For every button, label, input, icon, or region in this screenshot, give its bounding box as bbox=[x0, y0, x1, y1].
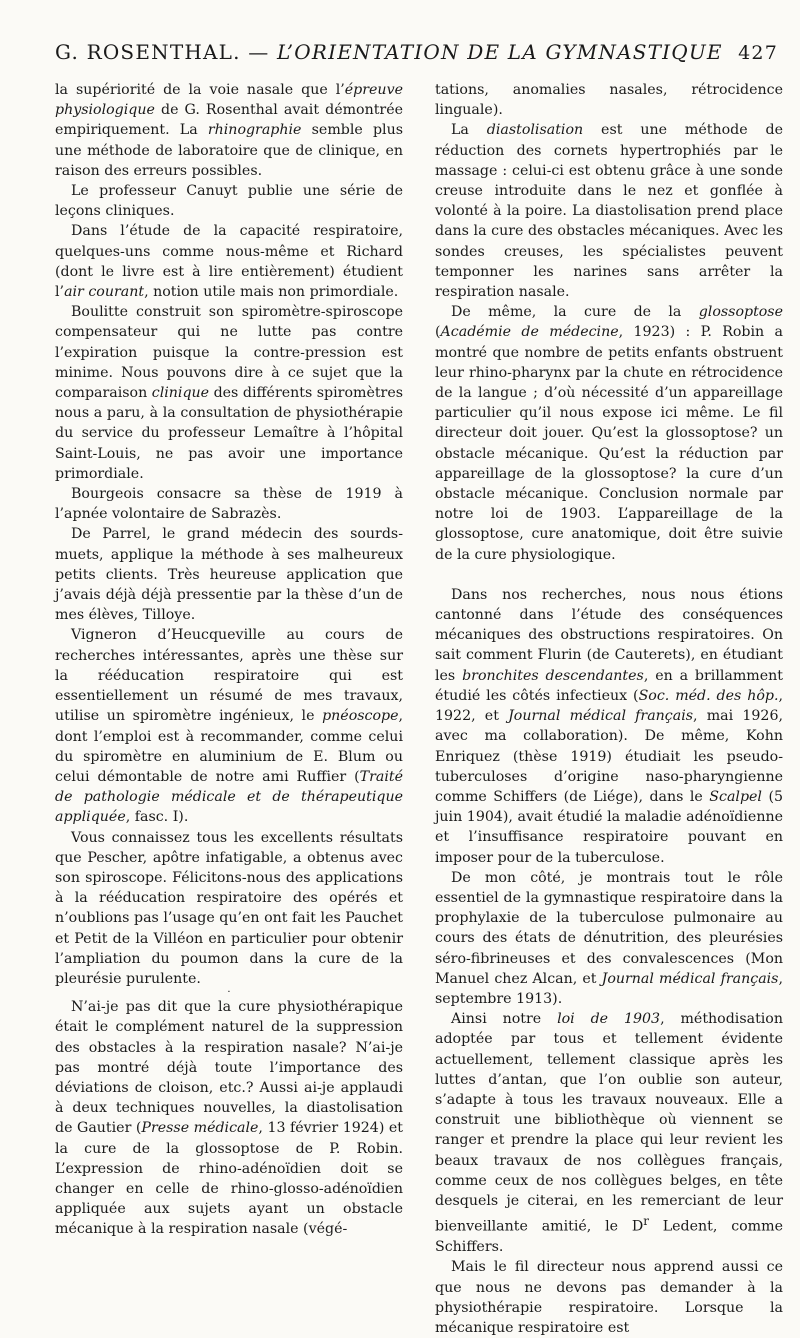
header-dash: — bbox=[240, 40, 278, 64]
paragraph: Mais le fil directeur nous apprend aussi ce que nous ne devons pas demander à la physiothérapie respiratoire. Lorsque la mécanique respiratoire est bbox=[435, 1259, 783, 1336]
paragraph: De mon côté, je montrais tout le rôle essentiel de la gymnastique respiratoire dans la prophylaxie de la tuberculose pulmonaire au cours des états de dénutrition, des pleurésies séro-fibrineuses et des convalescences (Mon Manuel chez Alcan, et Journal médical français, septembre 1913). bbox=[435, 869, 783, 1007]
running-header bbox=[55, 40, 778, 74]
paragraph: Boulitte construit son spiromètre-spiroscope compensateur qui ne lutte pas contre l’expiration puisque la contre-pression est minime. Nous pouvons dire à ce sujet que la comparaison clinique des différents spiromètres nous a paru, à la consultation de physiothérapie du service du professeur Lemaître à l’hôpital Saint-Louis, ne pas avoir une importance primordiale. bbox=[55, 304, 404, 482]
paragraph: Vigneron d’Heucqueville au cours de recherches intéressantes, après une thèse sur la rééducation respiratoire qui est essentiellement un résumé de mes travaux, utilise un spiromètre ingénieux, le pnéoscope, dont l’emploi est à recommander, comme celui du spiromètre en aluminium de E. Blum ou celui démontable de notre ami Ruffier (Traité de pathologie médicale et de thérapeutique appliquée, fasc. I). bbox=[55, 627, 403, 826]
paragraph: Vous connaissez tous les excellents résultats que Pescher, apôtre infatigable, a obtenus avec son spiroscope. Félicitons-nous des applications à la rééducation respiratoire des opérés et n’oublions pas l’usage qu’en ont fait les Pauchet et Petit de la Villéon en particulier pour obtenir l’ampliation du poumon dans la cure de la pleurésie purulente. bbox=[55, 829, 403, 987]
paragraph: Ainsi notre loi de 1903, méthodisation adoptée par tous et tellement évidente actuellement, tellement classique après les luttes d’antan, que l’on oublie son auteur, s’adapte à tous les travaux nouveaux. Elle a construit une bibliothèque où viennent se ranger et prendre la place qui leur revient les beaux travaux de nos collègues français, comme ceux de nos collègues belges, en tête desquels je citerai, en les remerciant de leur bienveillante amitié, le $D^r$ Ledent, comme Schiffers. bbox=[435, 1011, 783, 1256]
paragraph: N’ai-je pas dit que la cure physiothérapique était le complément naturel de la suppression des obstacles à la respiration nasale? N’ai-je pas montré déjà toute l’importance des déviations de cloison, etc.? Aussi ai-je applaudi à deux techniques nouvelles, la diastolisation de Gautier (Presse médicale, 13 février 1924) et la cure de la glossoptose de P. Robin. L’expression de rhino-adénoïdien doit se changer en celle de rhino-glosso-adénoïdien appliquée aux sujets ayant un obstacle mécanique à la respiration nasale (végé- bbox=[55, 999, 403, 1238]
paragraph: La diastolisation est une méthode de réduction des cornets hypertrophiés par le massage : celui-ci est obtenu grâce à une sonde creuse introduite dans le nez et gonflée à volonté à la poire. La diastolisation prend place dans la cure des obstacles mécaniques. Avec les sondes creuses, les spécialistes peuvent temponner les narines sans arrêter la respiration nasale. bbox=[435, 122, 784, 301]
paragraph: Bourgeois consacre sa thèse de 1919 à l’apnée volontaire de Sabrazès. bbox=[55, 486, 403, 523]
paragraph: Dans l’étude de la capacité respiratoire, quelques-uns comme nous-même et Richard (dont le livre est à lire entièrement) étudient l’air courant, notion utile mais non primordiale. bbox=[55, 223, 403, 301]
paragraph: Dans nos recherches, nous nous étions cantonné dans l’étude des conséquences mécaniques des obstructions respiratoires. On sait comment Flurin (de Cauterets), en étudiant les bronchites descendantes, en a brillamment étudié les côtés infectieux (Soc. méd. des hôp., 1922, et Journal médical français, mai 1926, avec ma collaboration). De même, Kohn Enriquez (thèse 1919) étudiait les pseudo-tuberculoses d’origine naso-pharyngienne comme Schiffers (de Liége), dans le Scalpel (5 juin 1904), avait étudié la maladie adénoïdienne et l’insuffisance respiratoire pouvant en imposer pour de la tuberculose. bbox=[435, 586, 784, 866]
header-title bbox=[55, 40, 723, 64]
paragraph: De même, la cure de la glossoptose (Académie de médecine, 1923) : P. Robin a montré que nombre de petits enfants obstruent leur rhino-pharynx par la chute en rétrocidence de la langue ; d’où nécessité d’un appareillage particulier qu’il nous expose ici même. Le fil directeur doit jouer. Qu’est la glossoptose? un obstacle mécanique. Qu’est la réduction par appareillage de la glossoptose? la cure d’un obstacle mécanique. Conclusion normale par notre loi de 1903. L’appareillage de la glossoptose, cure anatomique, doit être suivie de la cure physiologique. bbox=[435, 304, 783, 563]
section-dot: · bbox=[227, 987, 231, 999]
right-column bbox=[435, 80, 783, 1338]
paragraph: tations, anomalies nasales, rétrocidence linguale). bbox=[435, 82, 783, 119]
paragraph: Le professeur Canuyt publie une série de leçons cliniques. bbox=[55, 183, 403, 220]
paragraph: De Parrel, le grand médecin des sourds-muets, applique la méthode à ses malheureux petits clients. Très heureuse application que j’avais déjà déjà pressentie par la thèse d’un de mes élèves, Tilloye. bbox=[55, 526, 403, 624]
paragraph: la supériorité de la voie nasale que l’épreuve physiologique de G. Rosenthal avait démontrée empiriquement. La rhinographie semble plus une méthode de laboratoire que de clinique, en raison des erreurs possibles. bbox=[55, 82, 403, 179]
left-column bbox=[55, 80, 403, 1338]
header-author: G. ROSENTHAL. bbox=[55, 40, 241, 64]
page-number: 427 bbox=[738, 42, 778, 64]
body-columns bbox=[55, 80, 783, 1338]
header-subject: L’ORIENTATION DE LA GYMNASTIQUE bbox=[277, 40, 723, 64]
